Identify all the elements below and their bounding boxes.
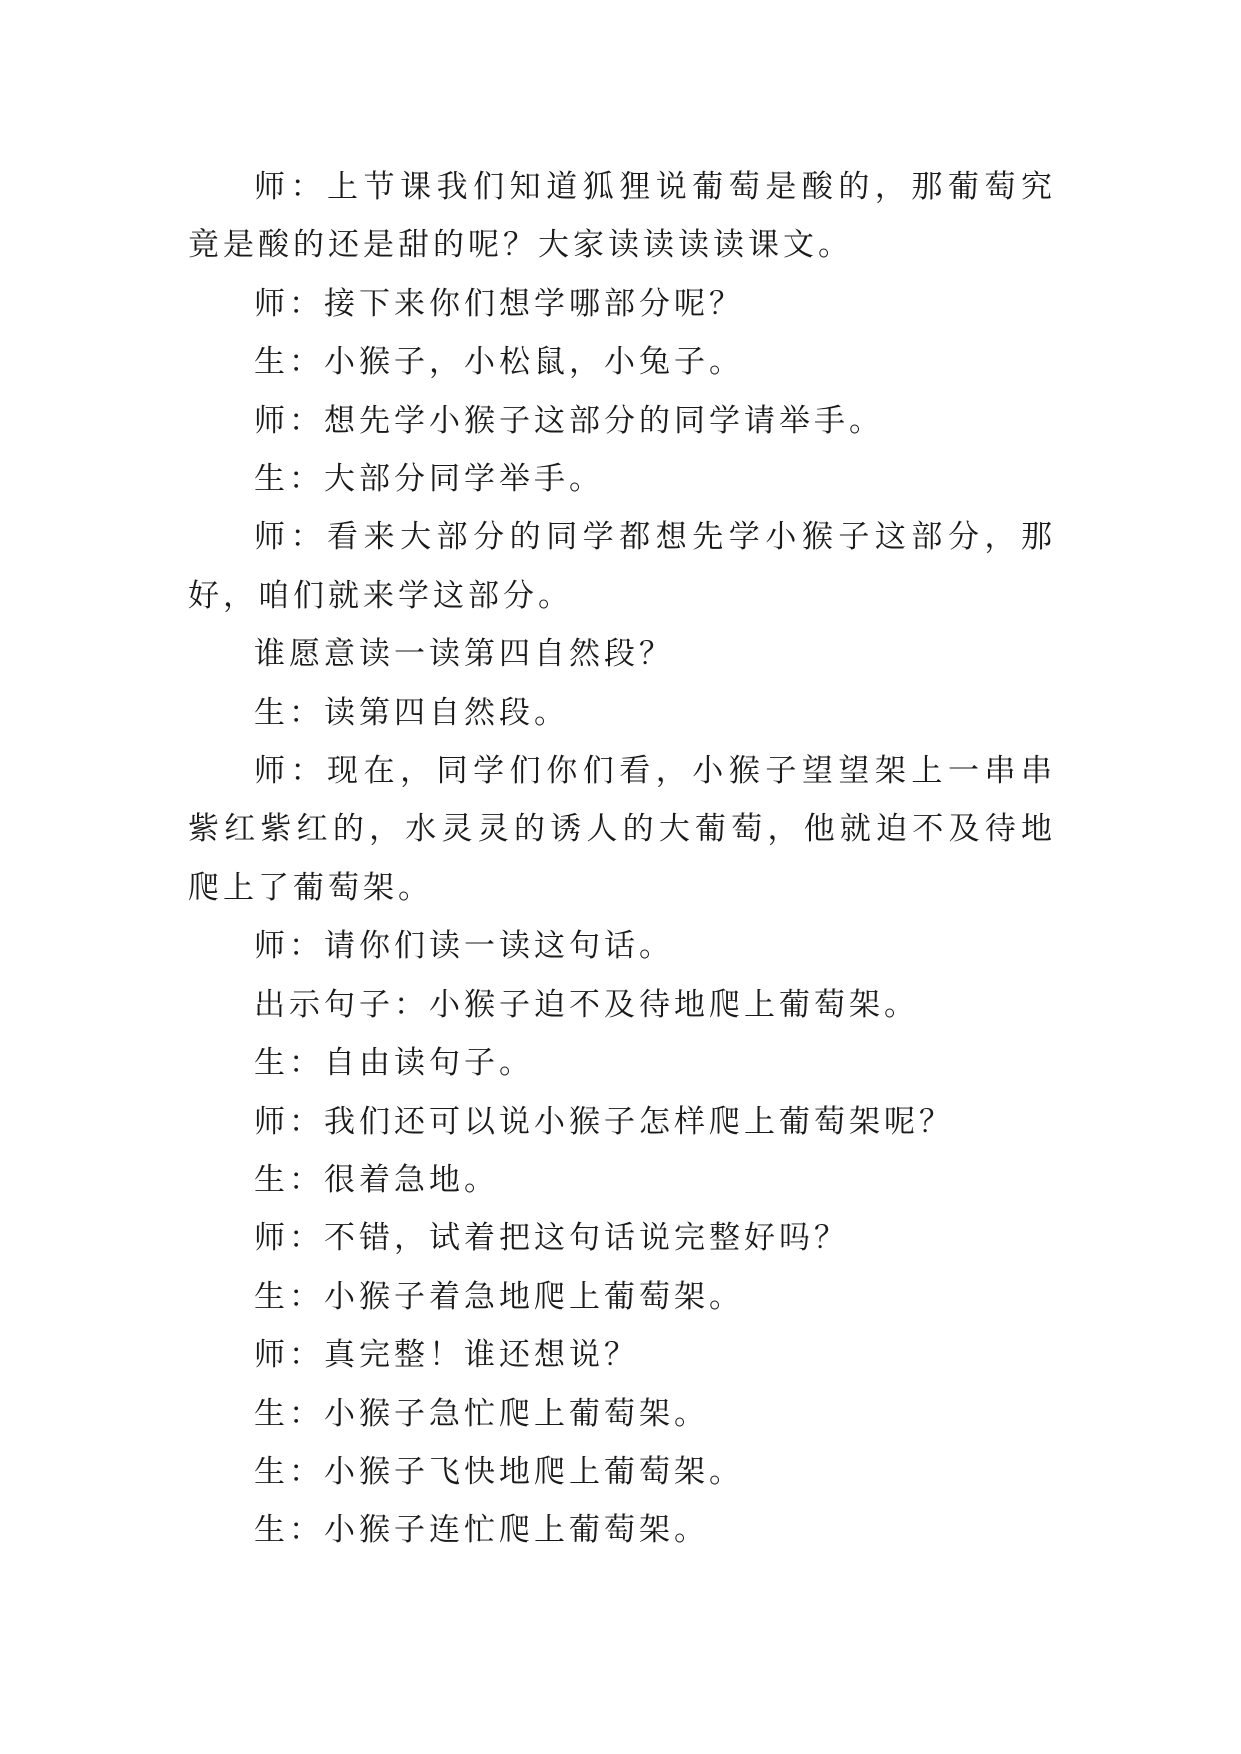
paragraph: 师：接下来你们想学哪部分呢？ [254, 285, 744, 322]
document-body [188, 158, 1056, 1560]
paragraph: 生：大部分同学举手。 [254, 461, 604, 498]
paragraph: 生：小猴子急忙爬上葡萄架。 [254, 1395, 709, 1432]
paragraph: 生：小猴子飞快地爬上葡萄架。 [254, 1453, 744, 1490]
paragraph: 师：我们还可以说小猴子怎样爬上葡萄架呢？ [254, 1103, 954, 1140]
paragraph: 师：真完整！谁还想说？ [254, 1337, 639, 1374]
paragraph: 师：不错，试着把这句话说完整好吗？ [254, 1220, 849, 1257]
paragraph: 生：读第四自然段。 [254, 694, 569, 731]
paragraph: 生：小猴子，小松鼠，小兔子。 [254, 344, 744, 381]
paragraph: 出示句子：小猴子迫不及待地爬上葡萄架。 [254, 986, 919, 1023]
paragraph: 师：想先学小猴子这部分的同学请举手。 [254, 402, 884, 439]
paragraph: 师：看来大部分的同学都想先学小猴子这部分，那好，咱们就来学这部分。 [188, 519, 1056, 614]
paragraph: 生：小猴子着急地爬上葡萄架。 [254, 1278, 744, 1315]
paragraph: 师：请你们读一读这句话。 [254, 928, 674, 965]
paragraph: 谁愿意读一读第四自然段？ [254, 636, 674, 673]
paragraph: 师：上节课我们知道狐狸说葡萄是酸的，那葡萄究竟是酸的还是甜的呢？大家读读读读课文。 [188, 169, 1056, 264]
paragraph: 师：现在，同学们你们看，小猴子望望架上一串串紫红紫红的，水灵灵的诱人的大葡萄，他就迫不及待地爬上了葡萄架。 [188, 753, 1056, 906]
paragraph: 生：很着急地。 [254, 1161, 499, 1198]
paragraph: 生：小猴子连忙爬上葡萄架。 [254, 1512, 709, 1549]
paragraph: 生：自由读句子。 [254, 1045, 534, 1082]
